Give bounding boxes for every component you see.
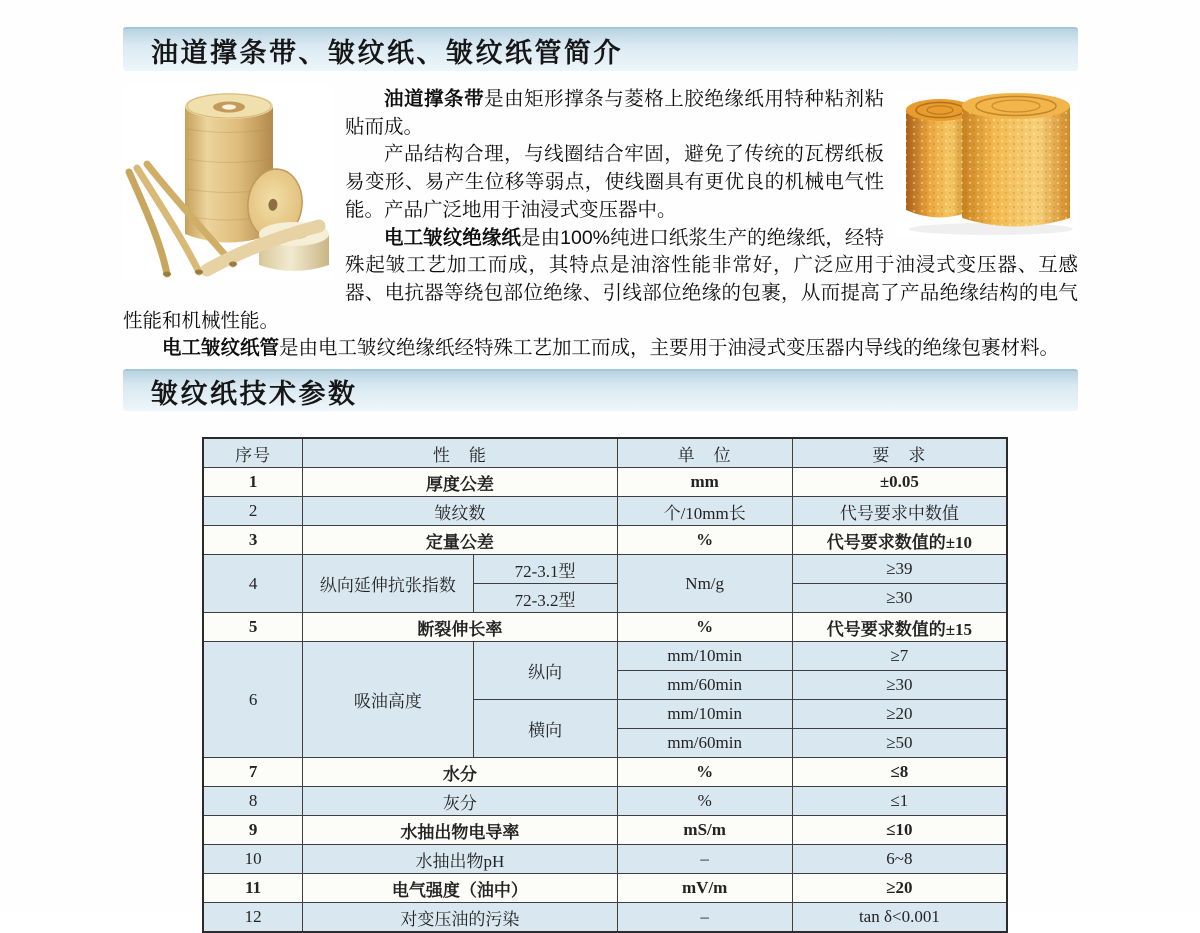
property-cell: 定量公差	[303, 526, 617, 555]
section-intro-title: 油道撑条带、皱纹纸、皱纹纸管简介	[151, 37, 623, 68]
table-row	[203, 816, 1007, 845]
property-cell: 断裂伸长率	[303, 613, 617, 642]
requirement-cell: 代号要求数值的±10	[792, 526, 1007, 555]
table-row	[203, 874, 1007, 903]
property-cell: 灰分	[303, 787, 617, 816]
paragraph-text: 是由矩形撑条与菱格上胶绝缘纸用特种粘剂粘贴而成。	[345, 88, 884, 138]
header-requirement: 要 求	[792, 438, 1007, 468]
paragraph-crepe-tube	[123, 335, 1078, 363]
paragraph-text: 是由电工皱纹绝缘纸经特殊工艺加工而成，主要用于油浸式变压器内导线的绝缘包裹材料。	[279, 337, 1060, 360]
unit-cell: mm/10min	[617, 700, 792, 729]
serial-cell: 1	[203, 468, 303, 497]
serial-cell: 9	[203, 816, 303, 845]
section-specs-title: 皱纹纸技术参数	[151, 378, 358, 409]
unit-cell: %	[617, 787, 792, 816]
requirement-cell: ≤8	[792, 758, 1007, 787]
serial-cell: 5	[203, 613, 303, 642]
paragraph-text: 产品结构合理，与线圈结合牢固，避免了传统的瓦楞纸板易变形、易产生位移等弱点，使线圈具有更优良的机械电气性能。产品广泛地用于油浸式变压器中。	[345, 143, 884, 221]
serial-cell: 10	[203, 845, 303, 874]
term-crepe-tube: 电工皱纹纸管	[162, 337, 280, 360]
table-row	[203, 758, 1007, 787]
direction-cell: 横向	[473, 700, 617, 758]
term-crepe-paper: 电工皱纹绝缘纸	[384, 226, 521, 249]
property-cell: 水抽出物pH	[303, 845, 617, 874]
unit-cell: –	[617, 845, 792, 874]
tan-crepe-paper-rolls-photo	[123, 84, 333, 280]
requirement-cell: ≤10	[792, 816, 1007, 845]
requirement-cell: tan δ<0.001	[792, 903, 1007, 933]
header-no: 序号	[203, 438, 303, 468]
requirement-cell: ≥20	[792, 700, 1007, 729]
golden-crepe-paper-rolls-photo	[896, 90, 1078, 238]
requirement-cell: 代号要求数值的±15	[792, 613, 1007, 642]
property-cell: 吸油高度	[303, 642, 473, 758]
direction-cell: 纵向	[473, 642, 617, 700]
unit-cell: mm/10min	[617, 642, 792, 671]
header-property: 性 能	[303, 438, 617, 468]
property-cell: 皱纹数	[303, 497, 617, 526]
requirement-cell: ≥50	[792, 729, 1007, 758]
tan-rolls-illustration	[123, 84, 333, 280]
table-row	[203, 642, 1007, 671]
crepe-paper-specs-table	[202, 437, 1008, 933]
property-cell: 水抽出物电导率	[303, 816, 617, 845]
property-cell: 水分	[303, 758, 617, 787]
requirement-cell: ≥30	[792, 584, 1007, 613]
requirement-cell: 代号要求中数值	[792, 497, 1007, 526]
requirement-cell: ±0.05	[792, 468, 1007, 497]
table-header-row	[203, 438, 1007, 468]
section-specs-title-bar	[123, 369, 1078, 411]
serial-cell: 8	[203, 787, 303, 816]
unit-cell: Nm/g	[617, 555, 792, 613]
serial-cell: 11	[203, 874, 303, 903]
unit-cell: %	[617, 526, 792, 555]
requirement-cell: ≥39	[792, 555, 1007, 584]
table-row	[203, 468, 1007, 497]
type-cell: 72-3.2型	[473, 584, 617, 613]
unit-cell: mm	[617, 468, 792, 497]
serial-cell: 12	[203, 903, 303, 933]
requirement-cell: ≥30	[792, 671, 1007, 700]
serial-cell: 2	[203, 497, 303, 526]
paragraph-text: 是由100%纯进口纸浆生产的绝缘纸，经特殊起皱工艺加工而成，其特点是油溶性能非常好，广泛应用于油浸式变压器、互感器、电抗器等绕包部位绝缘、引线部位绝缘的包裹，从而提高了产品绝缘结构的电气性能和机械性能。	[123, 226, 1078, 332]
header-unit: 单 位	[617, 438, 792, 468]
table-row	[203, 903, 1007, 933]
unit-cell: mS/m	[617, 816, 792, 845]
term-support-strip: 油道撑条带	[384, 88, 485, 110]
table-row	[203, 787, 1007, 816]
unit-cell: %	[617, 758, 792, 787]
type-cell: 72-3.1型	[473, 555, 617, 584]
table-row	[203, 526, 1007, 555]
unit-cell: –	[617, 903, 792, 933]
property-cell: 对变压油的污染	[303, 903, 617, 933]
unit-cell: mV/m	[617, 874, 792, 903]
unit-cell: mm/60min	[617, 671, 792, 700]
property-cell: 纵向延伸抗张指数	[303, 555, 473, 613]
section-intro-title-bar	[123, 27, 1078, 71]
specs-table-wrap	[202, 437, 1008, 933]
requirement-cell: ≤1	[792, 787, 1007, 816]
serial-cell: 7	[203, 758, 303, 787]
serial-cell: 6	[203, 642, 303, 758]
intro-content	[123, 86, 1078, 363]
requirement-cell: 6~8	[792, 845, 1007, 874]
property-cell: 厚度公差	[303, 468, 617, 497]
table-row	[203, 497, 1007, 526]
table-row	[203, 845, 1007, 874]
serial-cell: 3	[203, 526, 303, 555]
unit-cell: %	[617, 613, 792, 642]
requirement-cell: ≥7	[792, 642, 1007, 671]
table-row	[203, 555, 1007, 584]
unit-cell: mm/60min	[617, 729, 792, 758]
property-cell: 电气强度（油中）	[303, 874, 617, 903]
requirement-cell: ≥20	[792, 874, 1007, 903]
table-row	[203, 613, 1007, 642]
serial-cell: 4	[203, 555, 303, 613]
golden-rolls-illustration	[896, 90, 1078, 238]
unit-cell: 个/10mm长	[617, 497, 792, 526]
